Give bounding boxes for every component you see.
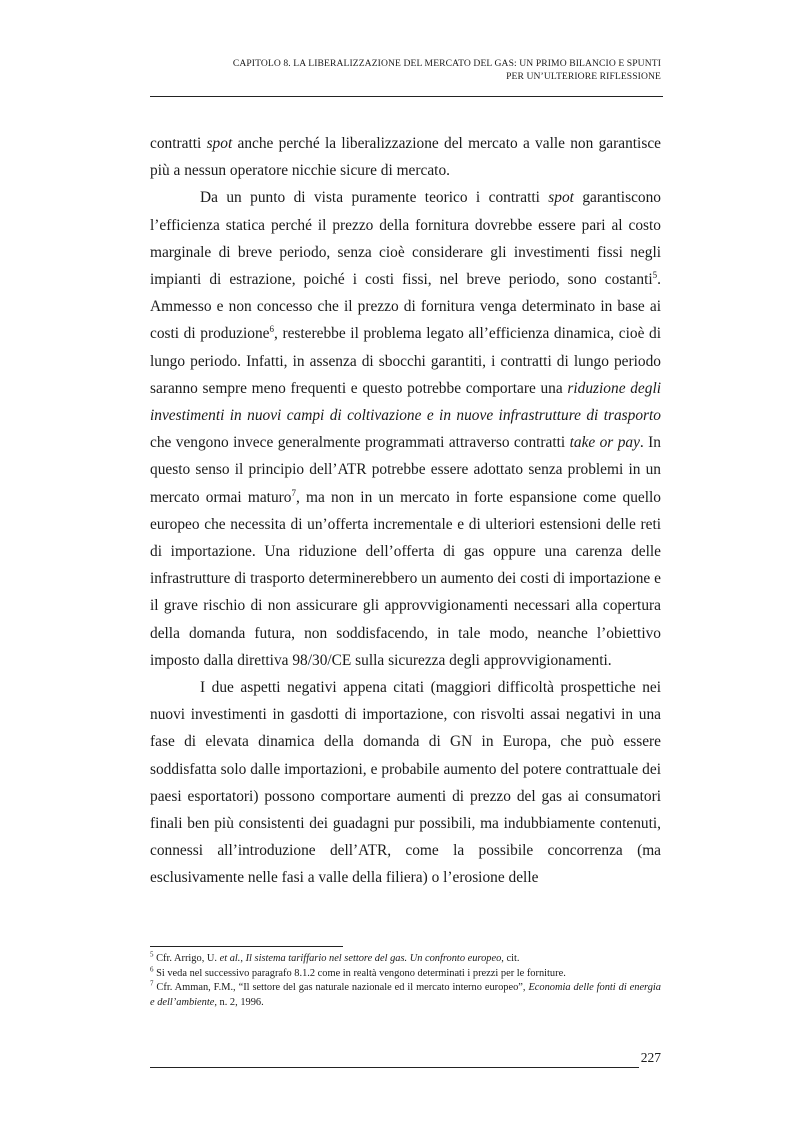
text-run: . In questo senso il principio dell’ATR potrebbe essere adottato senza problemi in un mercato ormai maturo <box>150 434 661 506</box>
text-run: , n. 2, 1996. <box>214 996 264 1008</box>
page-number: 227 <box>640 1050 661 1065</box>
footnote-ref-6[interactable]: 6 <box>269 324 274 335</box>
footnote-number: 7 <box>150 979 154 988</box>
text-run: , ma non in un mercato in forte espansione come quello europeo che necessita di un’offerta incrementale e di ulteriori estensioni delle reti di importazione. Una riduzione dell’offerta di gas oppure una carenza delle infrastrutture di trasporto determinerebbero un aumento dei costi di importazione e il grave rischio di non assicurare gli approvvigionamenti necessari alla copertura della domanda futura, non soddisfacendo, in tale modo, neanche l’obiettivo imposto dalla direttiva 98/30/CE sulla sicurezza degli approvvigionamenti. <box>150 488 661 669</box>
text-run: anche perché la liberalizzazione del mercato a valle non garantisce più a nessun operatore nicchie sicure di mercato. <box>150 135 661 180</box>
italic-phrase: riduzione degli investimenti in nuovi campi di coltivazione e in nuove infrastrutture di trasporto <box>150 379 661 425</box>
italic-term: spot <box>206 135 233 152</box>
text-run: contratti <box>150 135 207 152</box>
footnote-ref-7[interactable]: 7 <box>291 487 296 498</box>
paragraph-1 <box>150 130 661 184</box>
footnote-5 <box>150 952 661 967</box>
running-header-line-1: CAPITOLO 8. LA LIBERALIZZAZIONE DEL MERCATO DEL GAS: UN PRIMO BILANCIO E SPUNTI <box>232 58 661 69</box>
italic-term: spot <box>548 189 574 207</box>
italic-title: Economia delle fonti di energia e dell’ambiente <box>150 982 661 1008</box>
footnote-number: 6 <box>150 965 154 974</box>
footnote-6 <box>150 967 661 982</box>
text-run: Cfr. Arrigo, U. <box>153 953 220 964</box>
text-run: Si veda nel successivo paragrafo 8.1.2 come in realtà vengono determinati i prezzi per le forniture. <box>153 967 566 979</box>
footnote-divider <box>150 946 343 947</box>
running-header-line-2: PER UN’ULTERIORE RIFLESSIONE <box>506 70 661 82</box>
header-divider <box>150 96 663 97</box>
text-run: , resterebbe il problema legato all’efficienza dinamica, cioè di lungo periodo. Infatti, in assenza di sbocchi garantiti, i contratti di lungo periodo saranno sempre meno frequenti e questo potrebbe comportare una <box>150 325 661 397</box>
text-run: garantiscono l’efficienza statica perché il prezzo della fornitura dovrebbe essere pari al costo marginale di breve periodo, senza cioè considerare gli investimenti fissi negli impianti di estrazione, poiché i costi fissi, nel breve periodo, sono costanti <box>150 189 661 289</box>
italic-title: Il sistema tariffario nel settore del gas. Un confronto europeo <box>245 953 502 964</box>
text-run: . Ammesso e non concesso che il prezzo di fornitura venga determinato in base ai costi di produzione <box>150 271 661 343</box>
footer-divider <box>150 1067 639 1068</box>
text-run: , <box>240 953 246 964</box>
footnotes <box>150 952 661 1010</box>
text-run: Da un punto di vista puramente teorico i contratti <box>200 189 549 207</box>
paragraph-2 <box>150 184 661 674</box>
body-text <box>150 130 661 892</box>
text-run: , cit. <box>501 953 520 964</box>
footnote-ref-5[interactable]: 5 <box>652 269 658 280</box>
paragraph-3 <box>150 674 661 892</box>
running-header <box>150 58 661 83</box>
italic-term: et al. <box>219 953 241 964</box>
footnote-number: 5 <box>150 950 154 959</box>
text-run: Cfr. Amman, F.M., “Il settore del gas naturale nazionale ed il mercato interno europeo”, <box>153 982 529 994</box>
italic-term: take or pay <box>569 434 640 452</box>
text-run: I due aspetti negativi appena citati (maggiori difficoltà prospettiche nei nuovi investimenti in gasdotti di importazione, con risvolti assai negativi in una fase di elevata dinamica della domanda di GN in Europa, che può essere soddisfatta solo dalle importazioni, e probabile aumento del potere contrattuale dei paesi esportatori) possono comportare aumenti di prezzo del gas ai consumatori finali ben più consistenti dei guadagni pur possibili, ma indubbiamente contenuti, connessi all’introduzione dell’ATR, come la possibile concorrenza (ma esclusivamente nelle fasi a valle della filiera) o l’erosione delle <box>150 679 661 887</box>
text-run: che vengono invece generalmente programmati attraverso contratti <box>150 434 570 452</box>
footnote-7 <box>150 981 661 1010</box>
